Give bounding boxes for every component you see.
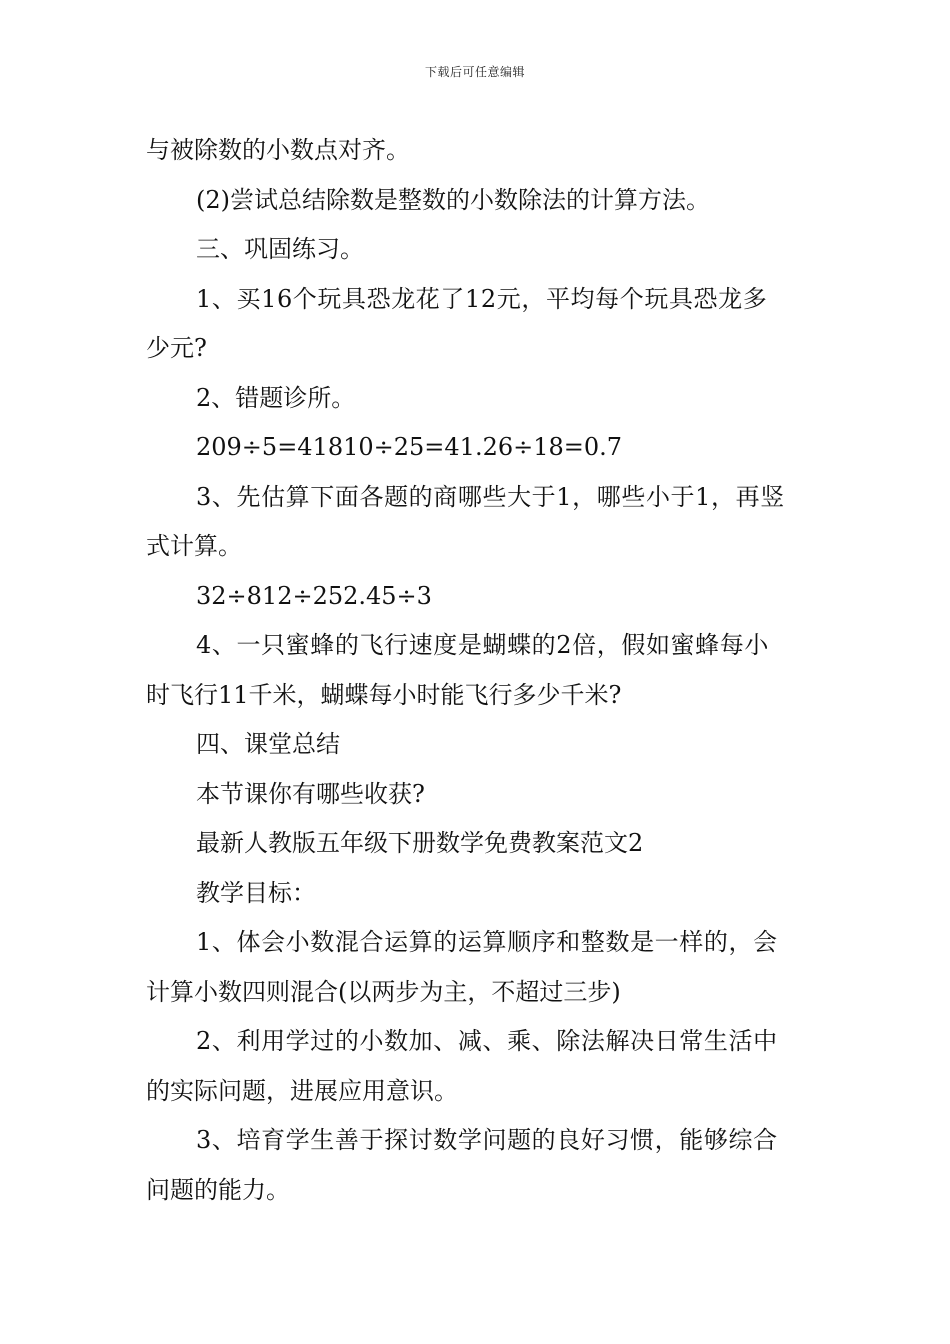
paragraph-line: 少元?	[146, 334, 207, 362]
paragraph-line: (2)尝试总结除数是整数的小数除法的计算方法。	[196, 185, 710, 214]
paragraph-line: 3、先估算下面各题的商哪些大于1，哪些小于1，再竖	[196, 482, 785, 511]
paragraph-line: 2、错题诊所。	[196, 383, 356, 412]
paragraph-line: 209÷5=41810÷25=41.26÷18=0.7	[196, 433, 623, 461]
paragraph-line: 32÷812÷252.45÷3	[196, 581, 432, 610]
section-heading: 教学目标：	[196, 878, 316, 907]
document-body	[146, 126, 810, 1215]
paragraph-line: 计算小数四则混合(以两步为主，不超过三步)	[146, 977, 621, 1006]
paragraph-line: 式计算。	[146, 532, 242, 560]
paragraph-line: 3、培育学生善于探讨数学问题的良好习惯，能够综合	[196, 1126, 778, 1154]
page-header: 下载后可任意编辑	[424, 65, 525, 79]
paragraph-line: 时飞行11千米，蝴蝶每小时能飞行多少千米?	[146, 680, 622, 709]
paragraph-line: 1、体会小数混合运算的运算顺序和整数是一样的，会	[196, 928, 778, 956]
paragraph-line: 的实际问题，进展应用意识。	[146, 1076, 458, 1105]
paragraph-line: 问题的能力。	[146, 1175, 290, 1204]
paragraph-line: 2、利用学过的小数加、减、乘、除法解决日常生活中	[196, 1027, 778, 1055]
section-heading: 四、课堂总结	[196, 730, 340, 758]
paragraph-line: 4、一只蜜蜂的飞行速度是蝴蝶的2倍，假如蜜蜂每小	[196, 631, 769, 659]
paragraph-line: 与被除数的小数点对齐。	[146, 136, 410, 164]
paragraph-line: 本节课你有哪些收获?	[196, 779, 425, 808]
paragraph-line: 1、买16个玩具恐龙花了12元，平均每个玩具恐龙多	[196, 284, 768, 313]
section-heading: 三、巩固练习。	[196, 235, 364, 263]
document-title: 最新人教版五年级下册数学免费教案范文2	[196, 829, 644, 857]
